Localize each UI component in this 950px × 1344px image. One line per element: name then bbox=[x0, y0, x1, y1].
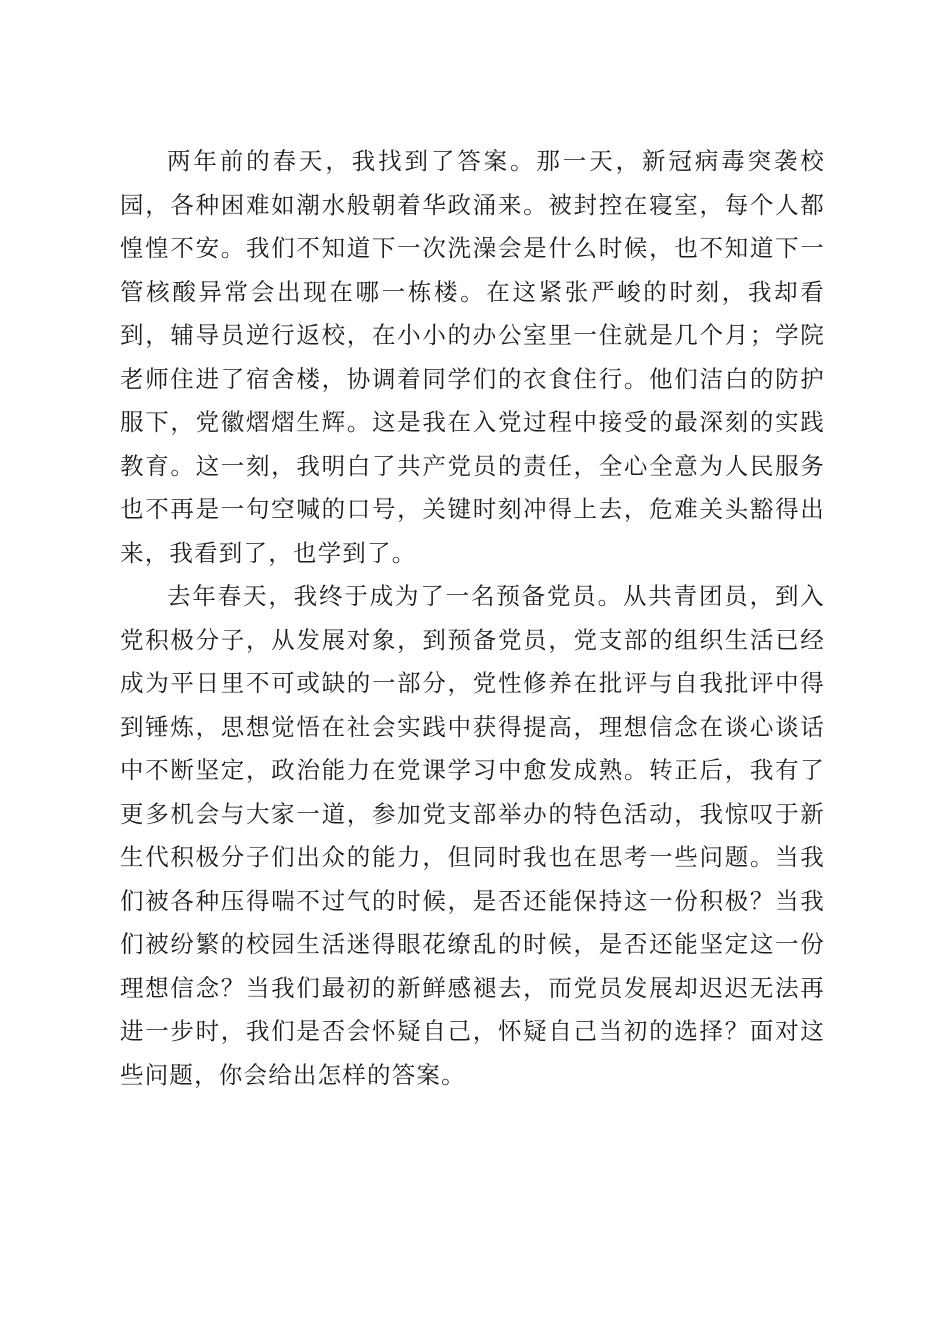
paragraph: 两年前的春天，我找到了答案。那一天，新冠病毒突袭校园，各种困难如潮水般朝着华政涌来。被封控在寝室，每个人都惶惶不安。我们不知道下一次洗澡会是什么时候，也不知道下一管核酸异常会出现在哪一栋楼。在这紧张严峻的时刻，我却看到，辅导员逆行返校，在小小的办公室里一住就是几个月；学院老师住进了宿舍楼，协调着同学们的衣食住行。他们洁白的防护服下，党徽熠熠生辉。这是我在入党过程中接受的最深刻的实践教育。这一刻，我明白了共产党员的责任，全心全意为人民服务也不再是一句空喊的口号，关键时刻冲得上去，危难关头豁得出来，我看到了，也学到了。 bbox=[120, 147, 825, 567]
body-text bbox=[120, 140, 825, 1097]
paragraph: 去年春天，我终于成为了一名预备党员。从共青团员，到入党积极分子，从发展对象，到预备党员，党支部的组织生活已经成为平日里不可或缺的一部分，党性修养在批评与自我批评中得到锤炼，思想觉悟在社会实践中获得提高，理想信念在谈心谈话中不断坚定，政治能力在党课学习中愈发成熟。转正后，我有了更多机会与大家一道，参加党支部举办的特色活动，我惊叹于新生代积极分子们出众的能力，但同时我也在思考一些问题。当我们被各种压得喘不过气的时候，是否还能保持这一份积极？当我们被纷繁的校园生活迷得眼花缭乱的时候，是否还能坚定这一份理想信念？当我们最初的新鲜感褪去，而党员发展却迟迟无法再进一步时，我们是否会怀疑自己，怀疑自己当初的选择？面对这些问题，你会给出怎样的答案。 bbox=[120, 582, 825, 1089]
